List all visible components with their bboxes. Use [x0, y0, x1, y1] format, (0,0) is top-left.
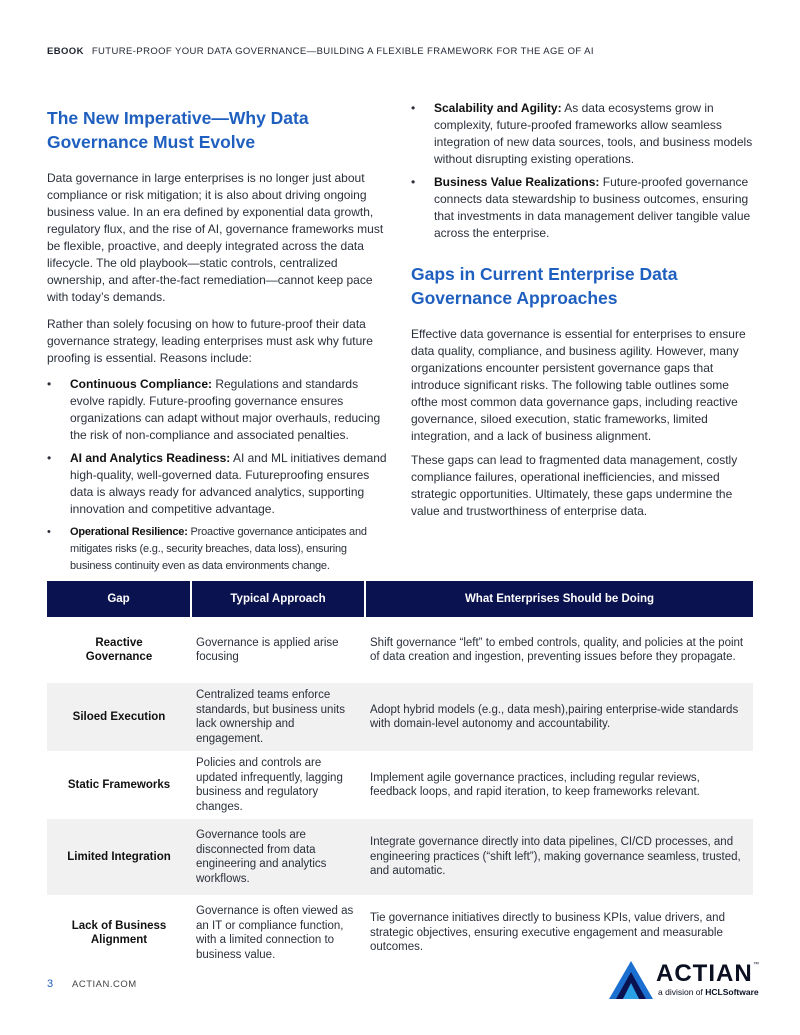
approach-cell: Governance is often viewed as an IT or compliance function, with a limited connection to business value. [196, 905, 354, 961]
gap-cell: Static Frameworks [67, 778, 171, 791]
paragraph: Effective data governance is essential for enterprises to ensure data quality, compliance, and business agility. However, many organizations encounter persistent governance gaps that introduce significant risks. The following table outlines some ofthe most common data governance gaps, including reactive governance, siloed execution, static frameworks, limited integration, and a lack of business alignment. [411, 327, 746, 443]
paragraph: These gaps can lead to fragmented data management, costly compliance failures, operational inefficiencies, and missed strategic opportunities. Ultimately, these gaps undermine the value and trustworthiness of enterprise data. [411, 453, 738, 518]
logo-brand: ACTIAN [656, 960, 753, 987]
left-column [47, 106, 389, 575]
approach-cell: Policies and controls are updated infrequently, lagging business and regulatory changes. [196, 757, 343, 813]
list-item-text: AI and ML initiatives demand high-quality, well-governed data. Futureproofing ensures data is always ready for advanced analytics, supporting innovation and competitive advantage. [70, 451, 387, 516]
actian-logo [608, 960, 758, 1000]
should-cell: Adopt hybrid models (e.g., data mesh),pairing enterprise-wide standards with domain-level autonomy and accountability. [365, 683, 753, 751]
approach-cell: Governance is applied arise focusing [196, 636, 339, 663]
list-item [47, 376, 389, 444]
paragraph: Data governance in large enterprises is no longer just about compliance or risk mitigation; it is also about driving ongoing business value. In an era defined by exponential data growth, regulatory flux, and the rise of AI, governance frameworks must be flexible, proactive, and deeply integrated across the data lifecycle. The old playbook—static controls, centralized ownership, and after-the-fact remediation—cannot keep pace with today’s demands. [47, 171, 384, 304]
should-cell: Implement agile governance practices, including regular reviews, feedback loops, and rapid iteration, to keep frameworks relevant. [370, 771, 700, 798]
reasons-list-right [411, 100, 753, 242]
list-item [47, 524, 389, 575]
governance-gaps-table [47, 581, 753, 971]
gap-cell: Siloed Execution [47, 683, 191, 751]
right-column [411, 100, 753, 520]
list-item-title: Business Value Realizations: [434, 175, 600, 189]
column-header-approach: Typical Approach [191, 581, 365, 617]
table-row [47, 751, 753, 819]
list-item-title: Continuous Compliance: [70, 377, 212, 391]
footer-url: ACTIAN.COM [72, 979, 137, 990]
bullet-icon: • [47, 377, 52, 391]
list-item [411, 100, 753, 168]
list-item [411, 174, 753, 242]
list-item [47, 450, 389, 518]
should-cell: Tie governance initiatives directly to business KPIs, value drivers, and strategic objectives, ensuring executive engagement and measurable outcomes. [370, 912, 725, 954]
header-title: FUTURE-PROOF YOUR DATA GOVERNANCE—BUILDING A FLEXIBLE FRAMEWORK FOR THE AGE OF AI [91, 46, 594, 57]
should-cell: Shift governance “left” to embed controls, quality, and policies at the point of data creation and ingestion, preventing issues before they propagate. [370, 636, 744, 663]
table-row [47, 819, 753, 895]
logo-subtitle-prefix: a division of [658, 987, 706, 997]
list-item-text: Proactive governance anticipates and mitigates risks (e.g., security breaches, data loss), ensuring business continuity even as data environments change. [70, 526, 367, 572]
logo-trademark: ™ [753, 962, 759, 968]
list-item-title: Operational Resilience: [70, 526, 188, 538]
list-item-title: AI and Analytics Readiness: [70, 451, 231, 465]
paragraph: Rather than solely focusing on how to future-proof their data governance strategy, leading enterprises must ask why future proofing is essential. Reasons include: [47, 317, 373, 365]
list-item-text: As data ecosystems grow in complexity, future-proofed frameworks allow seamless integration of new data sources, tools, and business models without disrupting existing operations. [434, 101, 753, 166]
logo-subtitle [658, 987, 759, 997]
gap-cell: Reactive Governance [85, 636, 153, 663]
running-header [47, 46, 594, 57]
bullet-icon: • [47, 451, 52, 465]
reasons-list-continued [47, 524, 389, 575]
approach-cell: Centralized teams enforce standards, but business units lack ownership and engagement. [191, 683, 365, 751]
section-heading-gaps: Gaps in Current Enterprise Data Governance Approaches [411, 264, 678, 308]
section-heading-imperative: The New Imperative—Why Data Governance Must Evolve [47, 108, 309, 152]
reasons-list [47, 376, 389, 518]
column-header-should: What Enterprises Should be Doing [365, 581, 753, 617]
table-header-row [47, 581, 753, 617]
list-item-title: Scalability and Agility: [434, 101, 562, 115]
column-header-gap: Gap [47, 581, 191, 617]
gap-cell: Limited Integration [47, 819, 191, 895]
approach-cell: Governance tools are disconnected from data engineering and analytics workflows. [191, 819, 365, 895]
gap-cell: Lack of Business Alignment [71, 919, 167, 946]
bullet-icon: • [411, 175, 416, 189]
actian-mark-icon [608, 960, 654, 1000]
list-item-text: Regulations and standards evolve rapidly. Future-proofing governance ensures organizations can adapt without major overhauls, reducing the risk of non-compliance and associated penalties. [70, 377, 381, 442]
list-item-text: Future-proofed governance connects data stewardship to business outcomes, ensuring that investments in data management deliver tangible value across the enterprise. [434, 175, 751, 240]
logo-subtitle-company: HCLSoftware [705, 987, 759, 997]
header-tag: EBOOK [47, 46, 84, 57]
page-number: 3 [47, 978, 54, 990]
table-row [47, 617, 753, 683]
table-row [47, 683, 753, 751]
should-cell: Integrate governance directly into data pipelines, CI/CD processes, and engineering practices (“shift left”), making governance seamless, trusted, and automatic. [365, 819, 753, 895]
bullet-icon: • [411, 101, 416, 115]
bullet-icon: • [47, 526, 51, 538]
